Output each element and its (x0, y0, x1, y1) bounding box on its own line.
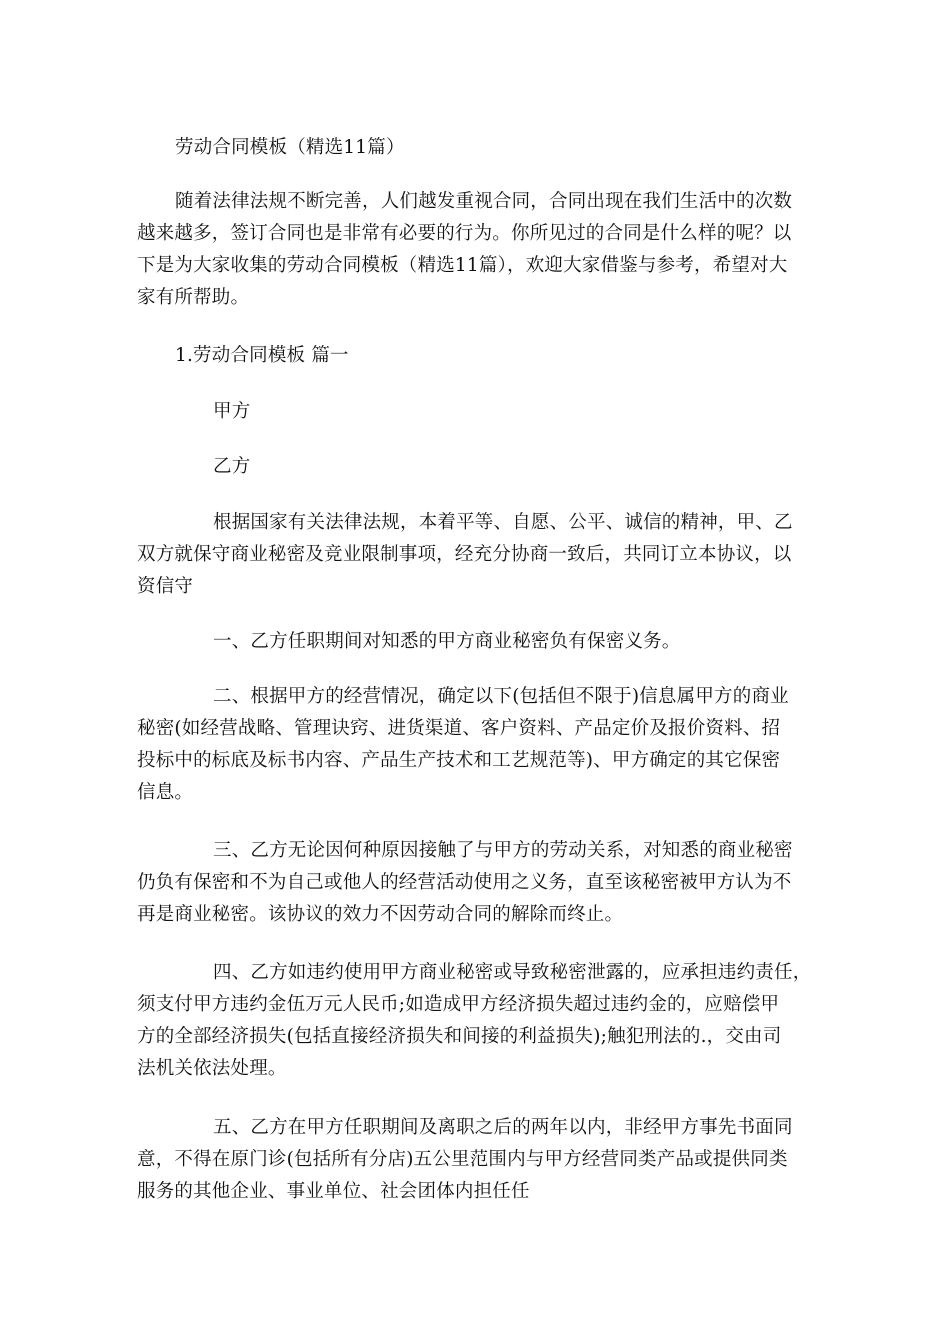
intro-line-1: 随着法律法规不断完善，人们越发重视合同，合同出现在我们生活中的次数 (175, 191, 793, 212)
preamble-paragraph (137, 507, 817, 603)
clause-2-paragraph (137, 681, 817, 809)
clause-2-line-2: 秘密(如经营战略、管理诀窍、进货渠道、客户资料、产品定价及报价资料、招 (137, 718, 781, 739)
document-title-block (137, 132, 817, 164)
clause-3-line-1: 三、乙方无论因何种原因接触了与甲方的劳动关系，对知悉的商业秘密 (213, 840, 793, 861)
clause-5-line-1: 五、乙方在甲方任职期间及离职之后的两年以内，非经甲方事先书面同 (213, 1117, 793, 1138)
party-a-label: 甲方 (213, 401, 251, 422)
clause-3-line-2: 仍负有保密和不为自己或他人的经营活动使用之义务，直至该秘密被甲方认为不 (137, 872, 792, 893)
clause-4-line-4: 法机关依法处理。 (137, 1058, 287, 1079)
intro-line-2: 越来越多，签订合同也是非常有必要的行为。你所见过的合同是什么样的呢？以 (137, 223, 792, 244)
party-b-label: 乙方 (213, 456, 251, 477)
party-a-block (137, 396, 817, 428)
preamble-line-1: 根据国家有关法律法规，本着平等、自愿、公平、诚信的精神，甲、乙 (213, 512, 793, 533)
clause-1-line-1: 一、乙方任职期间对知悉的甲方商业秘密负有保密义务。 (213, 631, 681, 652)
clause-1-paragraph (137, 626, 817, 658)
clause-4-line-2: 须支付甲方违约金伍万元人民币;如造成甲方经济损失超过违约金的，应赔偿甲 (137, 994, 780, 1015)
clause-3-line-3: 再是商业秘密。该协议的效力不因劳动合同的解除而终止。 (137, 904, 624, 925)
party-b-block (137, 451, 817, 483)
preamble-line-2: 双方就保守商业秘密及竞业限制事项，经充分协商一致后，共同订立本协议，以 (137, 544, 792, 565)
section-heading-block (137, 340, 817, 372)
clause-4-paragraph (137, 957, 817, 1085)
clause-4-line-1: 四、乙方如违约使用甲方商业秘密或导致秘密泄露的，应承担违约责任， (213, 962, 812, 983)
intro-line-4: 家有所帮助。 (137, 287, 250, 308)
clause-5-line-3: 服务的其他企业、事业单位、社会团体内担任任 (137, 1181, 530, 1202)
clause-5-line-2: 意，不得在原门诊(包括所有分店)五公里范围内与甲方经营同类产品或提供同类 (137, 1149, 788, 1170)
document-title: 劳动合同模板（精选11篇） (175, 137, 405, 158)
intro-line-3: 下是为大家收集的劳动合同模板（精选11篇），欢迎大家借鉴与参考，希望对大 (137, 255, 788, 276)
clause-3-paragraph (137, 835, 817, 931)
clause-2-line-1: 二、根据甲方的经营情况，确定以下(包括但不限于)信息属甲方的商业 (213, 686, 789, 707)
clause-4-line-3: 方的全部经济损失(包括直接经济损失和间接的利益损失);触犯刑法的.，交由司 (137, 1026, 782, 1047)
section-heading: 1.劳动合同模板 篇一 (175, 345, 349, 366)
clause-2-line-3: 投标中的标底及标书内容、产品生产技术和工艺规范等)、甲方确定的其它保密 (137, 750, 781, 771)
clause-5-paragraph (137, 1112, 817, 1208)
intro-paragraph (137, 186, 817, 314)
preamble-line-3: 资信守 (137, 576, 194, 597)
clause-2-line-4: 信息。 (137, 782, 194, 803)
